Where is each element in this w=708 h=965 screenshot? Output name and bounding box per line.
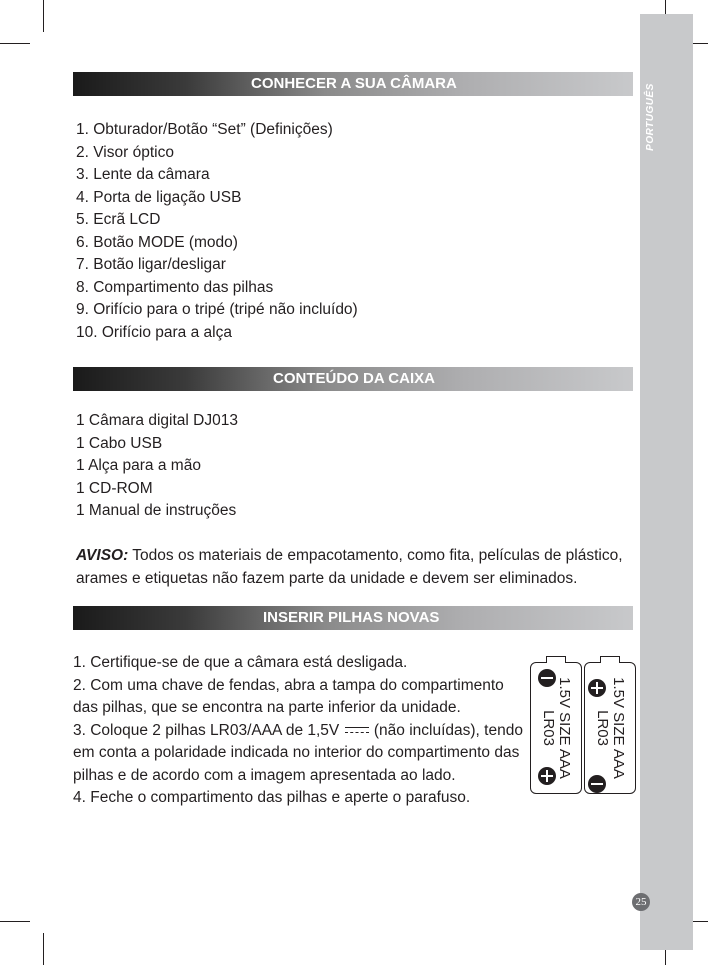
plus-icon: [588, 679, 606, 697]
battery-type-label: LR03: [540, 710, 557, 746]
crop-mark: [0, 43, 30, 44]
step-3-text-a: 3. Coloque 2 pilhas LR03/AAA de 1,5V: [73, 721, 344, 739]
dc-symbol-icon: [344, 726, 370, 735]
list-item: 3. Lente da câmara: [76, 166, 210, 183]
battery-terminal: [546, 656, 566, 663]
section-heading-batteries: [73, 606, 633, 630]
warning-paragraph: [76, 545, 636, 590]
plus-icon: [538, 767, 556, 785]
step-3: [73, 720, 523, 788]
list-item: 7. Botão ligar/desligar: [76, 256, 226, 273]
box-contents-list: [76, 410, 238, 523]
step-2: 2. Com uma chave de fendas, abra a tampa do compartimento das pilhas, que se encontra na parte inferior da unidade.: [73, 676, 504, 716]
battery-left: [530, 662, 582, 794]
step-3-text-b: (não incluídas), tendo em conta a polaridade indicada no interior do compartimento das pilhas e de acordo com a imagem apresentada ao lado.: [73, 721, 523, 784]
minus-icon: [538, 669, 556, 687]
battery-label: [540, 677, 572, 779]
section-heading-know-camera: [73, 72, 633, 96]
page-number: 25: [632, 893, 650, 911]
section-title: CONTEÚDO DA CAIXA: [273, 370, 435, 387]
warning-label: AVISO:: [76, 547, 129, 564]
crop-mark: [43, 933, 44, 965]
section-title: CONHECER A SUA CÂMARA: [251, 75, 457, 92]
battery-terminal: [600, 656, 620, 663]
camera-parts-list: [76, 119, 358, 344]
list-item: 1 Câmara digital DJ013: [76, 412, 238, 429]
section-title: INSERIR PILHAS NOVAS: [263, 609, 440, 626]
list-item: 8. Compartimento das pilhas: [76, 278, 274, 296]
battery-type-label: LR03: [594, 710, 611, 746]
battery-size-label: 1.5V SIZE AAA: [610, 677, 627, 779]
list-item: 1 CD-ROM: [76, 479, 153, 497]
crop-mark: [0, 921, 30, 922]
language-label: PORTUGUÊS: [645, 83, 656, 151]
minus-icon: [588, 775, 606, 793]
section-heading-box-contents: [73, 367, 633, 391]
list-item: 1 Manual de instruções: [76, 502, 237, 519]
list-item: 10. Orifício para a alça: [76, 323, 232, 341]
list-item: 1 Cabo USB: [76, 434, 163, 452]
list-item: 9. Orifício para o tripé (tripé não incluído): [76, 301, 358, 318]
list-item: 4. Porta de ligação USB: [76, 188, 242, 206]
battery-instructions: [73, 652, 523, 810]
list-item: 5. Ecrã LCD: [76, 211, 161, 228]
list-item: 2. Visor óptico: [76, 143, 174, 161]
step-4: 4. Feche o compartimento das pilhas e aperte o parafuso.: [73, 789, 471, 806]
step-1: 1. Certifique-se de que a câmara está desligada.: [73, 654, 408, 671]
list-item: 1 Alça para a mão: [76, 457, 201, 474]
crop-mark: [43, 0, 44, 32]
list-item: 6. Botão MODE (modo): [76, 233, 238, 251]
battery-right: [584, 662, 636, 794]
warning-text: Todos os materiais de empacotamento, como fita, películas de plástico, arames e etiquetas não fazem parte da unidade e devem ser eliminados.: [76, 547, 623, 587]
list-item: 1. Obturador/Botão “Set” (Definições): [76, 121, 333, 138]
battery-size-label: 1.5V SIZE AAA: [556, 677, 573, 779]
